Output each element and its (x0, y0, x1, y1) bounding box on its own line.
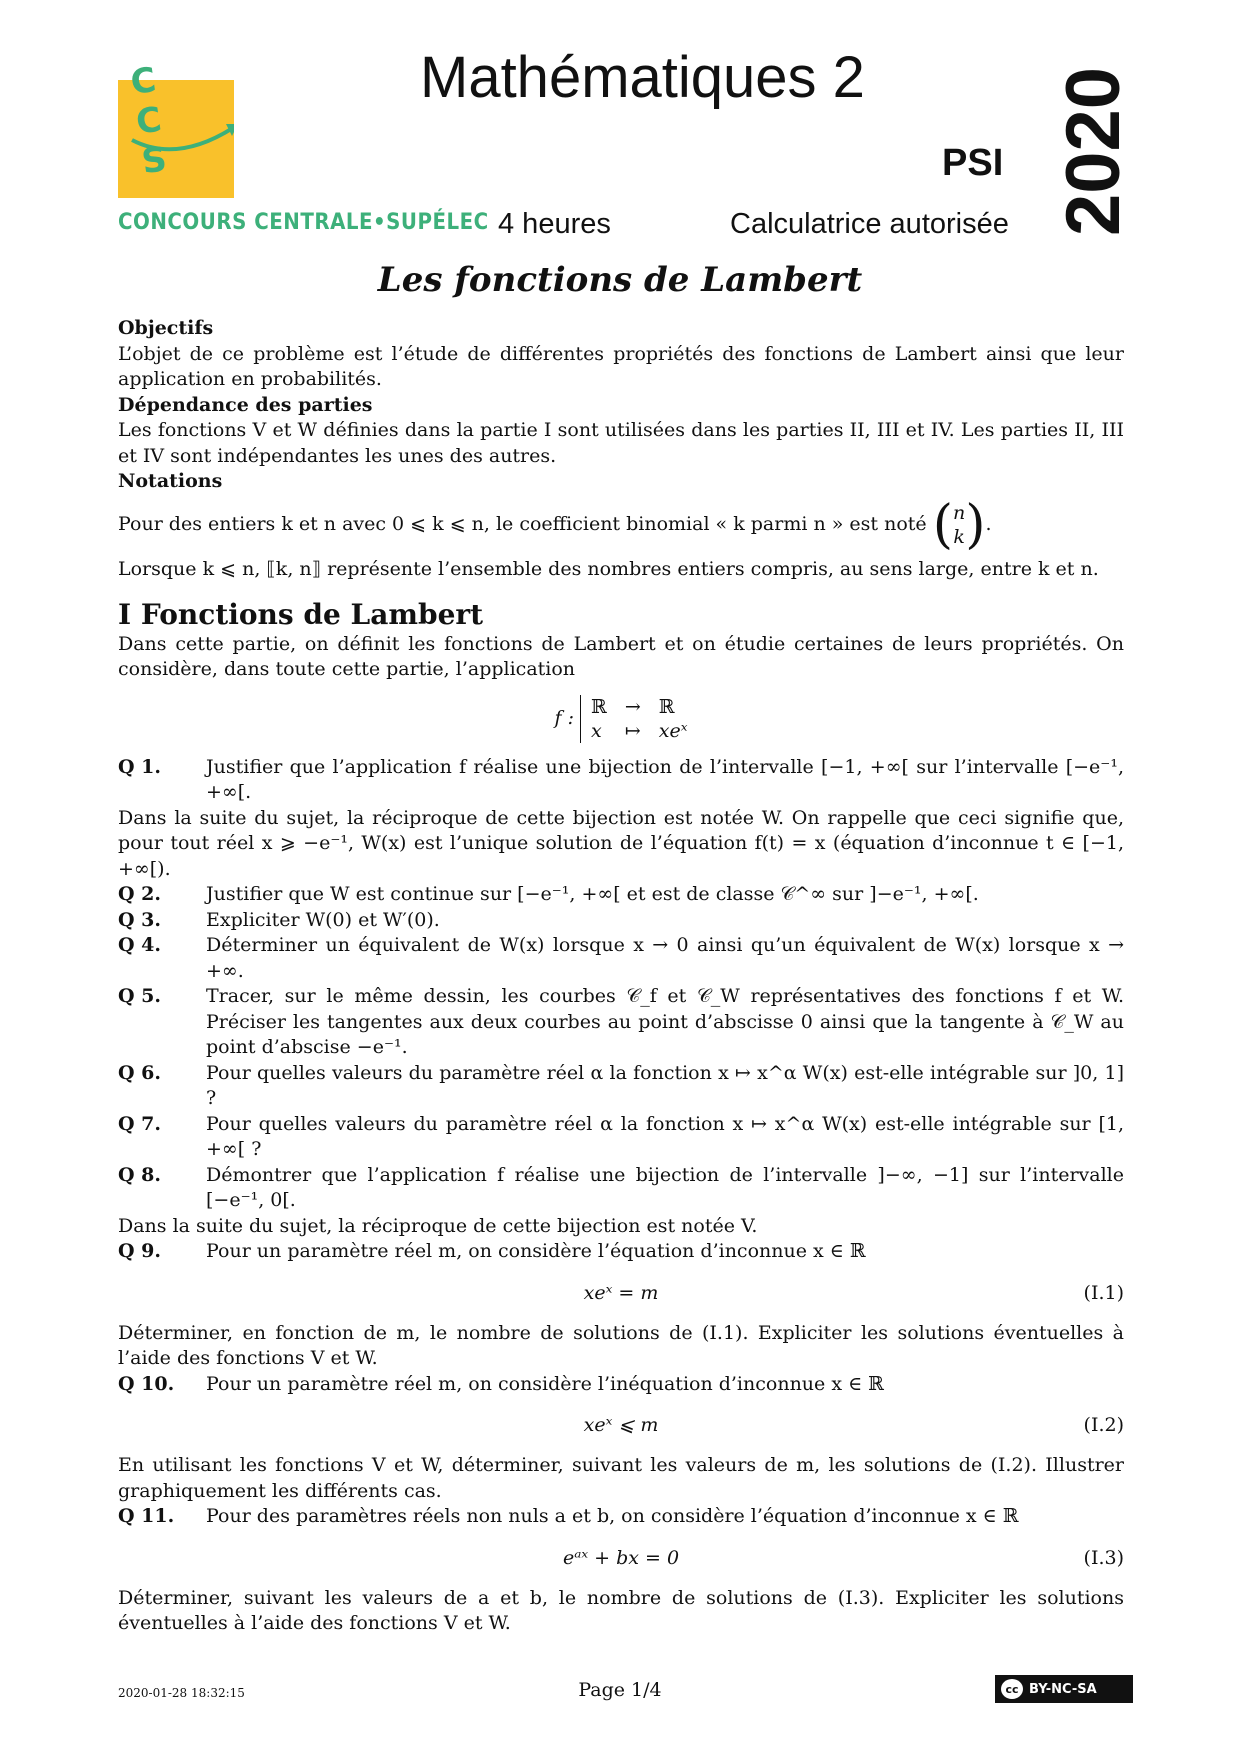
license-badge (995, 1675, 1133, 1703)
map-table (580, 695, 687, 743)
map-expression: xeˣ (658, 719, 688, 742)
question-text: Déterminer un équivalent de W(x) lorsque x → 0 ainsi qu’un équivalent de W(x) lorsque x → +∞. (206, 934, 1124, 982)
question-text: Pour un paramètre réel m, on considère l’inéquation d’inconnue x ∈ ℝ (206, 1372, 884, 1395)
notations-line-2: Lorsque k ⩽ n, ⟦k, n⟧ représente l’ensemble des nombres entiers compris, au sens large, entre k et n. (118, 557, 1099, 580)
question-2 (118, 882, 1124, 908)
question-label: Q 9. (118, 1240, 162, 1262)
exam-year: 2020 (1051, 66, 1136, 236)
question-label: Q 10. (118, 1372, 175, 1395)
map-codomain: ℝ (658, 695, 675, 718)
question-label: Q 7. (118, 1112, 162, 1135)
license-text: BY-NC-SA (1029, 1681, 1097, 1697)
question-10 (118, 1372, 1124, 1398)
logo-text: CONCOURS CENTRALE•SUPÉLEC (118, 210, 489, 235)
question-label: Q 5. (118, 985, 162, 1007)
paragraph-after-q10: En utilisant les fonctions V et W, déterminer, suivant les valeurs de m, les solutions de (I.2). Illustrer graphiquement les différents cas. (118, 1454, 1124, 1502)
track-label: PSI (942, 142, 1004, 184)
equation-number: (I.2) (1083, 1414, 1124, 1436)
calculator-policy: Calculatrice autorisée (730, 208, 1009, 240)
question-9 (118, 1239, 1124, 1265)
equation-I3 (118, 1530, 1124, 1586)
question-text: Tracer, sur le même dessin, les courbes 𝒞_f et 𝒞_W représentatives des fonctions f et W. Préciser les tangentes aux deux courbes au point d’abscisse 0 ainsi que la tangente à 𝒞_W au point d’abscise −e⁻¹. (206, 985, 1124, 1058)
equation-body: xeˣ = m (583, 1281, 659, 1304)
paragraph-after-q8: Dans la suite du sujet, la réciproque de cette bijection est notée V. (118, 1214, 758, 1237)
dependance-text: Les fonctions V et W définies dans la partie I sont utilisées dans les parties II, III et IV. Les parties II, III et IV sont indépendantes les unes des autres. (118, 419, 1124, 467)
question-6 (118, 1061, 1124, 1112)
paragraph-after-q9: Déterminer, en fonction de m, le nombre de solutions de (I.1). Expliciter les solutions éventuelles à l’aide des fonctions V et W. (118, 1321, 1124, 1369)
notations-text-1: Pour des entiers k et n avec 0 ⩽ k ⩽ n, le coefficient binomial « k parmi n » est noté (118, 512, 927, 535)
problem-content (118, 316, 1124, 1637)
binomial-coefficient: ( n k ) (932, 494, 986, 555)
question-label: Q 4. (118, 934, 162, 956)
equation-I2 (118, 1397, 1124, 1453)
exam-title: Mathématiques 2 (420, 45, 865, 110)
question-3 (118, 908, 1124, 934)
question-4 (118, 933, 1124, 984)
map-arrow: → (624, 695, 641, 718)
cc-icon: cc (1001, 1679, 1023, 1699)
question-text: Pour des paramètres réels non nuls a et b, on considère l’équation d’inconnue x ∈ ℝ (206, 1505, 1019, 1527)
equation-I1 (118, 1265, 1124, 1321)
question-7 (118, 1112, 1124, 1163)
map-domain: ℝ (591, 695, 607, 718)
question-text: Pour quelles valeurs du paramètre réel α la fonction x ↦ x^α W(x) est-elle intégrable sur [1, +∞[ ? (206, 1112, 1124, 1160)
section-1-title: I Fonctions de Lambert (118, 598, 484, 631)
question-11 (118, 1504, 1124, 1530)
question-label: Q 8. (118, 1163, 162, 1186)
equation-body: xeˣ ⩽ m (583, 1414, 659, 1436)
question-text: Justifier que W est continue sur [−e⁻¹, +∞[ et est de classe 𝒞^∞ sur ]−e⁻¹, +∞[. (206, 883, 979, 905)
question-label: Q 11. (118, 1505, 175, 1527)
binom-top: n (953, 501, 966, 524)
question-text: Justifier que l’application f réalise une bijection de l’intervalle [−1, +∞[ sur l’intervalle [−e⁻¹, +∞[. (206, 755, 1124, 803)
question-label: Q 1. (118, 755, 162, 778)
logo-letters: C C S (128, 57, 183, 183)
page-number: Page 1/4 (578, 1679, 662, 1701)
binom-bottom: k (953, 525, 965, 548)
question-label: Q 6. (118, 1061, 162, 1084)
question-text: Pour quelles valeurs du paramètre réel α la fonction x ↦ x^α W(x) est-elle intégrable sur ]0, 1] ? (206, 1061, 1124, 1109)
question-text: Pour un paramètre réel m, on considère l’équation d’inconnue x ∈ ℝ (206, 1240, 866, 1262)
notations-line-1 (118, 494, 1124, 555)
function-definition (118, 683, 1124, 755)
map-mapsto: ↦ (624, 719, 641, 742)
paragraph-after-q1: Dans la suite du sujet, la réciproque de cette bijection est notée W. On rappelle que ceci signifie que, pour tout réel x ⩾ −e⁻¹, W(x) est l’unique solution de l’équation f(t) = x (équation d’inconnue t ∈ [−1, +∞[). (118, 806, 1124, 880)
equation-number: (I.3) (1083, 1546, 1124, 1569)
dependance-heading: Dépendance des parties (118, 393, 373, 416)
notations-period: . (985, 512, 992, 535)
map-name: f : (554, 706, 575, 729)
ccs-logo (118, 57, 234, 198)
objectifs-heading: Objectifs (118, 317, 214, 339)
question-text: Expliciter W(0) et W′(0). (206, 908, 440, 931)
notations-heading: Notations (118, 470, 223, 492)
footer-timestamp: 2020-01-28 18:32:15 (118, 1686, 245, 1700)
section-1-intro: Dans cette partie, on définit les fonctions de Lambert et on étudie certaines de leurs propriétés. On considère, dans toute cette partie, l’application (118, 632, 1124, 680)
question-label: Q 3. (118, 908, 162, 931)
exam-duration: 4 heures (498, 208, 611, 240)
objectifs-text: L’objet de ce problème est l’étude de différentes propriétés des fonctions de Lambert ainsi que leur application en probabilités. (118, 342, 1124, 390)
question-5 (118, 984, 1124, 1061)
question-label: Q 2. (118, 883, 162, 905)
problem-title: Les fonctions de Lambert (377, 260, 863, 300)
equation-number: (I.1) (1083, 1281, 1124, 1304)
map-variable: x (591, 719, 602, 742)
question-text: Démontrer que l’application f réalise une bijection de l’intervalle ]−∞, −1] sur l’intervalle [−e⁻¹, 0[. (206, 1163, 1124, 1211)
equation-body: eᵃˣ + bx = 0 (562, 1546, 680, 1569)
question-1 (118, 755, 1124, 806)
question-8 (118, 1163, 1124, 1214)
paragraph-after-q11: Déterminer, suivant les valeurs de a et b, le nombre de solutions de (I.3). Expliciter les solutions éventuelles à l’aide des fonctions V et W. (118, 1586, 1124, 1634)
